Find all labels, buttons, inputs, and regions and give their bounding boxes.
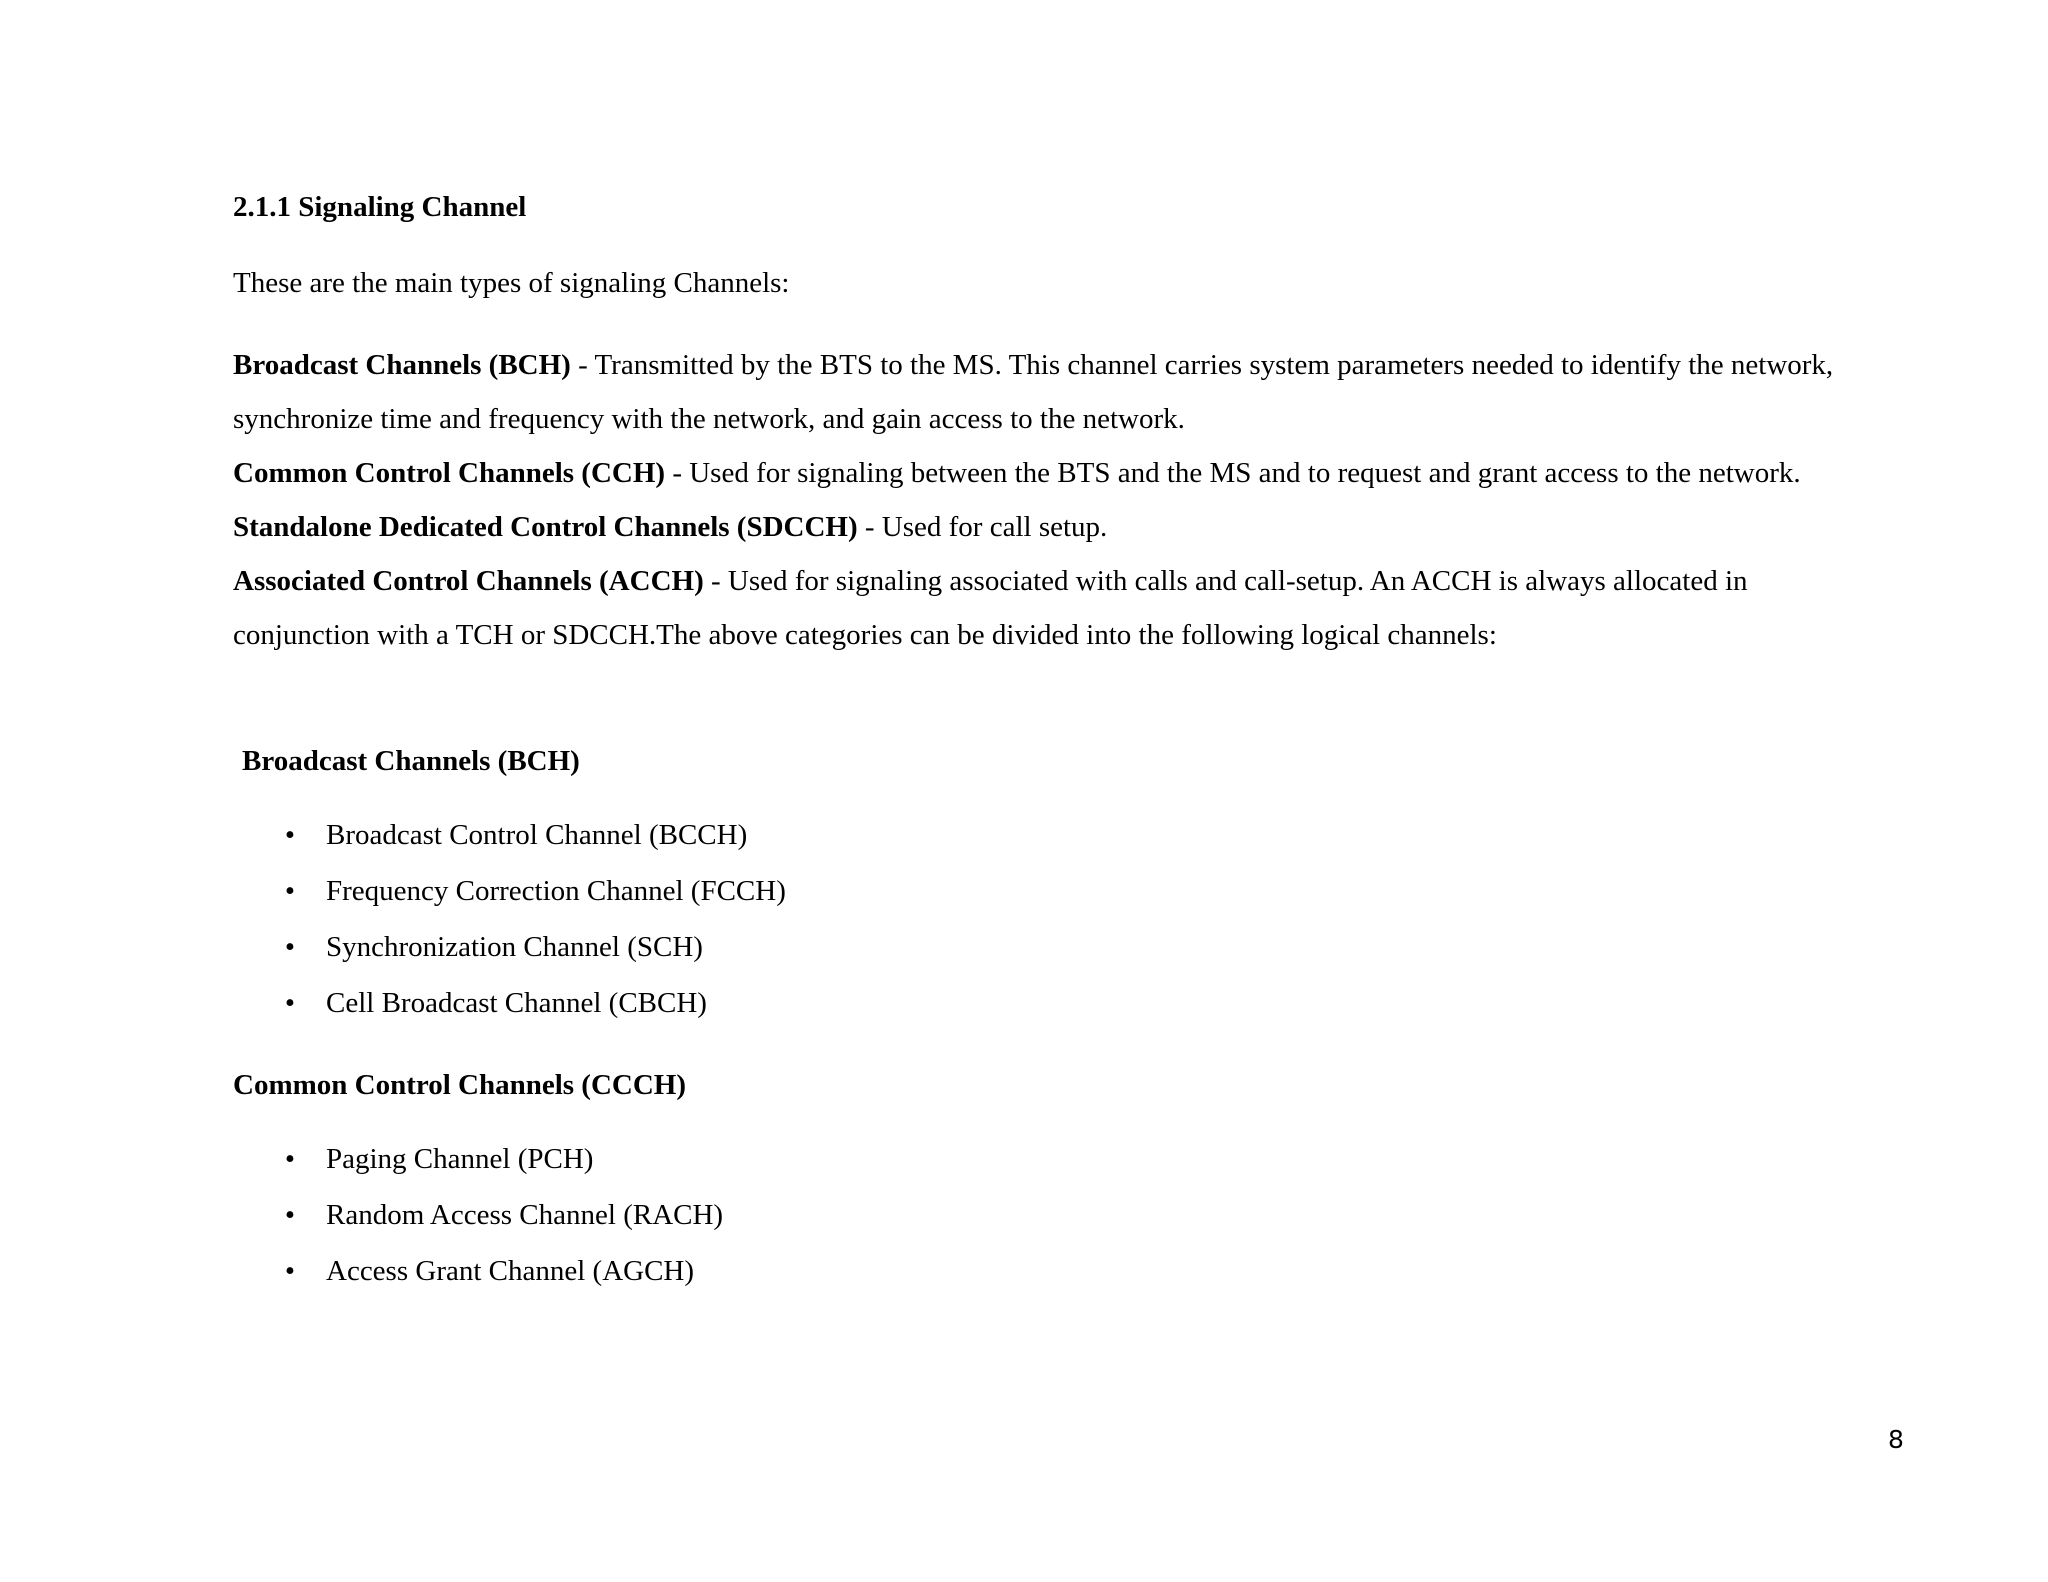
definition-bch bbox=[233, 338, 1873, 446]
definition-term: Common Control Channels (CCH) bbox=[233, 457, 666, 489]
definition-text: - Used for signaling associated with calls and call-setup. An ACCH is always allocated in conjunction with a TCH or SDCCH.The above categories can be divided into the following logical channels: bbox=[233, 565, 1748, 651]
section-heading: 2.1.1 Signaling Channel bbox=[233, 191, 527, 223]
bullet-icon: • bbox=[284, 931, 296, 963]
intro-paragraph: These are the main types of signaling Channels: bbox=[233, 267, 790, 299]
list-item-text: Random Access Channel (RACH) bbox=[326, 1199, 724, 1231]
list-item-text: Paging Channel (PCH) bbox=[326, 1143, 594, 1175]
list-item-text: Access Grant Channel (AGCH) bbox=[326, 1255, 695, 1287]
definition-term: Standalone Dedicated Control Channels (SDCCH) bbox=[233, 511, 858, 543]
definition-text: - Used for call setup. bbox=[857, 511, 1108, 543]
definition-sdcch bbox=[233, 500, 1873, 554]
definition-term: Broadcast Channels (BCH) bbox=[233, 349, 571, 381]
list-item-text: Cell Broadcast Channel (CBCH) bbox=[326, 987, 707, 1019]
list-item-text: Synchronization Channel (SCH) bbox=[326, 931, 703, 963]
bullet-icon: • bbox=[284, 1143, 296, 1175]
page-number: 8 bbox=[1888, 1425, 1904, 1454]
bch-subheading: Broadcast Channels (BCH) bbox=[242, 745, 580, 777]
definition-term: Associated Control Channels (ACCH) bbox=[233, 565, 704, 597]
definition-text: - Transmitted by the BTS to the MS. This channel carries system parameters needed to identify the network, synchronize time and frequency with the network, and gain access to the network. bbox=[233, 349, 1834, 435]
definition-text: - Used for signaling between the BTS and the MS and to request and grant access to the network. bbox=[665, 457, 1801, 489]
definitions-block bbox=[233, 338, 1873, 662]
definition-acch bbox=[233, 554, 1873, 662]
definition-cch bbox=[233, 446, 1873, 500]
list-item-text: Broadcast Control Channel (BCCH) bbox=[326, 819, 748, 851]
bullet-icon: • bbox=[284, 987, 296, 1019]
list-item-text: Frequency Correction Channel (FCCH) bbox=[326, 875, 786, 907]
ccch-subheading: Common Control Channels (CCCH) bbox=[233, 1069, 687, 1101]
bullet-icon: • bbox=[284, 1199, 296, 1231]
bullet-icon: • bbox=[284, 875, 296, 907]
bullet-icon: • bbox=[284, 819, 296, 851]
bullet-icon: • bbox=[284, 1255, 296, 1287]
